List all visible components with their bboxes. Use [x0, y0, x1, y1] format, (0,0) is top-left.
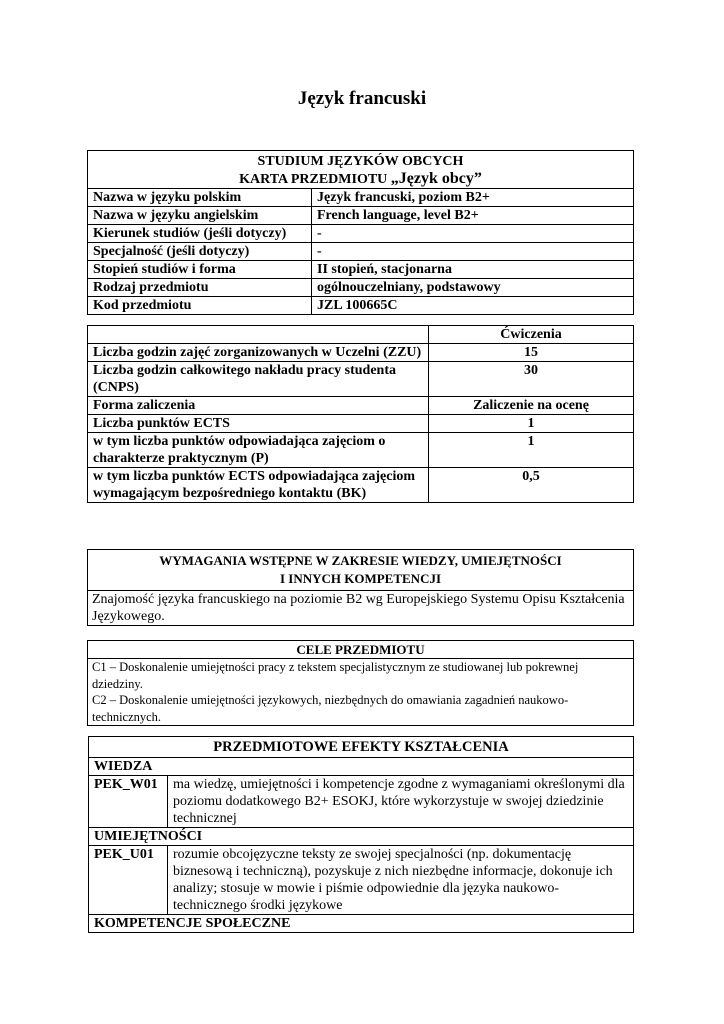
- document-title: Język francuski: [297, 88, 427, 109]
- card-row-value: JZL 100665C: [312, 297, 634, 315]
- hours-table: [87, 325, 634, 503]
- social-competence-section-label: KOMPETENCJE SPOŁECZNE: [89, 915, 634, 933]
- card-row-value: -: [312, 243, 634, 261]
- card-row-value: Język francuski, poziom B2+: [312, 189, 634, 207]
- card-row-value: ogólnouczelniany, podstawowy: [312, 279, 634, 297]
- skills-section-label: UMIEJĘTNOŚCI: [89, 828, 634, 846]
- hours-row: [88, 415, 634, 433]
- outcome-row: [89, 776, 634, 828]
- hours-row-value: 1: [429, 433, 634, 468]
- card-row-label: Specjalność (jeśli dotyczy): [88, 243, 312, 261]
- card-row-value: II stopień, stacjonarna: [312, 261, 634, 279]
- goals-table: [87, 640, 634, 726]
- card-row: [88, 243, 634, 261]
- card-row: [88, 261, 634, 279]
- hours-row: [88, 344, 634, 362]
- goals-header: CELE PRZEDMIOTU: [88, 641, 634, 659]
- card-row: [88, 189, 634, 207]
- course-card-header-name: „Język obcy”: [390, 170, 482, 187]
- prerequisites-table: [87, 549, 634, 626]
- hours-row-value: 15: [429, 344, 634, 362]
- outcome-text: rozumie obcojęzyczne teksty ze swojej specjalności (np. dokumentację biznesową i techniczną), pozyskuje z nich niezbędne informacje, dokonuje ich analizy; stosuje w mowie i piśmie odpowiednie dla języka naukowo-technicznego środki językowe: [168, 846, 634, 915]
- hours-row-value: 1: [429, 415, 634, 433]
- prerequisites-header-line2: I INNYCH KOMPETENCJI: [279, 571, 442, 586]
- hours-row-value: Zaliczenie na ocenę: [429, 397, 634, 415]
- hours-header-empty: [88, 326, 429, 344]
- hours-row: [88, 468, 634, 503]
- outcome-code: PEK_U01: [89, 846, 168, 915]
- hours-row-label: Liczba godzin zajęć zorganizowanych w Uczelni (ZZU): [88, 344, 429, 362]
- card-row-label: Nazwa w języku polskim: [88, 189, 312, 207]
- course-card-header: [88, 151, 634, 189]
- card-row-label: Stopień studiów i forma: [88, 261, 312, 279]
- card-row: [88, 225, 634, 243]
- course-card-header-line2: [93, 170, 628, 188]
- course-card-table: [87, 150, 634, 315]
- course-card-header-prefix: KARTA PRZEDMIOTU: [239, 172, 388, 187]
- hours-column-header: Ćwiczenia: [429, 326, 634, 344]
- hours-row-label: Liczba punktów ECTS: [88, 415, 429, 433]
- outcome-row: [89, 846, 634, 915]
- hours-row-label: w tym liczba punktów ECTS odpowiadająca zajęciom wymagającym bezpośredniego kontaktu (BK): [88, 468, 429, 503]
- hours-row: [88, 397, 634, 415]
- hours-row-value: 0,5: [429, 468, 634, 503]
- goal-c2: C2 – Doskonalenie umiejętności językowych, niezbędnych do omawiania zagadnień naukowo-technicznych.: [92, 693, 569, 724]
- card-row-label: Nazwa w języku angielskim: [88, 207, 312, 225]
- outcomes-table: [88, 736, 634, 933]
- goals-body: [88, 659, 634, 726]
- card-row-label: Kierunek studiów (jeśli dotyczy): [88, 225, 312, 243]
- prerequisites-header: [88, 550, 634, 591]
- goal-c1: C1 – Doskonalenie umiejętności pracy z tekstem specjalistycznym ze studiowanej lub pokrewnej dziedziny.: [92, 660, 579, 691]
- card-row: [88, 279, 634, 297]
- hours-row-label: Forma zaliczenia: [88, 397, 429, 415]
- card-row-label: Rodzaj przedmiotu: [88, 279, 312, 297]
- hours-row-value: 30: [429, 362, 634, 397]
- card-row-label: Kod przedmiotu: [88, 297, 312, 315]
- card-row: [88, 207, 634, 225]
- hours-row: [88, 433, 634, 468]
- outcome-text: ma wiedzę, umiejętności i kompetencje zgodne z wymaganiami określonymi dla poziomu dodatkowego B2+ ESOKJ, które wykorzystuje w swojej dziedzinie technicznej: [168, 776, 634, 828]
- outcome-code: PEK_W01: [89, 776, 168, 828]
- card-row-value: -: [312, 225, 634, 243]
- hours-row: [88, 362, 634, 397]
- hours-row-label: w tym liczba punktów odpowiadająca zajęciom o charakterze praktycznym (P): [88, 433, 429, 468]
- prerequisites-text: Znajomość języka francuskiego na poziomie B2 wg Europejskiego Systemu Opisu Kształcenia Językowego.: [88, 591, 634, 626]
- hours-row-label: Liczba godzin całkowitego nakładu pracy studenta (CNPS): [88, 362, 429, 397]
- prerequisites-header-line1: WYMAGANIA WSTĘPNE W ZAKRESIE WIEDZY, UMIEJĘTNOŚCI: [159, 553, 562, 568]
- course-card-header-line1: STUDIUM JĘZYKÓW OBCYCH: [257, 154, 464, 169]
- knowledge-section-label: WIEDZA: [89, 758, 634, 776]
- card-row-value: French language, level B2+: [312, 207, 634, 225]
- card-row: [88, 297, 634, 315]
- outcomes-header: PRZEDMIOTOWE EFEKTY KSZTAŁCENIA: [89, 737, 634, 758]
